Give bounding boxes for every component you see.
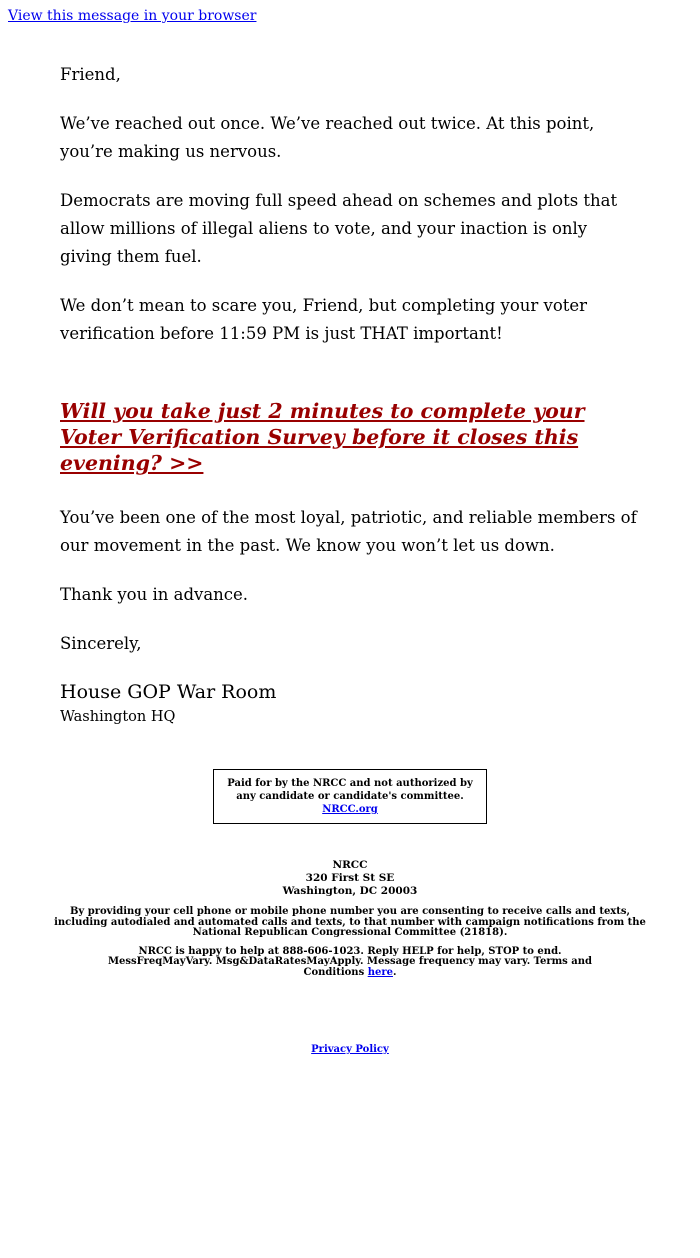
paid-for-disclaimer-box	[213, 769, 487, 824]
signature-location: Washington HQ	[60, 709, 176, 725]
privacy-policy-link[interactable]: Privacy Policy	[311, 1044, 389, 1055]
disclaimer-text: Paid for by the NRCC and not authorized by any candidate or candidate's committee.	[227, 778, 473, 802]
body-paragraph-2: Democrats are moving full speed ahead on schemes and plots that allow millions of illegal aliens to vote, and your inaction is only giving them fuel.	[60, 191, 618, 266]
footer	[0, 859, 700, 1055]
view-in-browser-link[interactable]: View this message in your browser	[8, 8, 257, 24]
sms-help-text-before: NRCC is happy to help at 888-606-1023. Reply HELP for help, STOP to end. MessFreqMayVary. Msg&DataRatesMayApply. Message frequency may vary. Terms and Conditions	[107, 945, 593, 978]
body-paragraph-1: We’ve reached out once. We’ve reached out twice. At this point, you’re making us nervous.	[60, 114, 595, 161]
footer-address-street: 320 First St SE	[305, 872, 395, 884]
cta-paragraph	[60, 399, 640, 477]
terms-and-conditions-link[interactable]: here	[367, 966, 393, 978]
sms-consent-text: By providing your cell phone or mobile phone number you are consenting to receive calls and texts, including autodialed and automated calls and texts, to that number with campaign notifications from the National Republican Congressional Committee (21818).	[54, 906, 646, 938]
body-paragraph-4: You’ve been one of the most loyal, patriotic, and reliable members of our movement in the past. We know you won’t let us down.	[60, 508, 637, 555]
sms-help-text	[89, 947, 611, 979]
voter-verification-survey-link[interactable]: Will you take just 2 minutes to complete your Voter Verification Survey before it closes this evening? >>	[60, 399, 585, 475]
footer-org-name: NRCC	[332, 859, 368, 871]
signature-name: House GOP War Room	[60, 681, 277, 703]
body-paragraph-3: We don’t mean to scare you, Friend, but completing your voter verification before 11:59 PM is just THAT important!	[60, 296, 588, 343]
footer-address-block	[0, 859, 700, 898]
thanks-paragraph: Thank you in advance.	[60, 585, 249, 604]
view-in-browser-row	[0, 0, 700, 25]
privacy-row	[0, 1044, 700, 1055]
greeting-text: Friend,	[60, 65, 121, 84]
signoff-paragraph: Sincerely,	[60, 634, 142, 653]
footer-address-city: Washington, DC 20003	[282, 885, 418, 897]
nrcc-org-link[interactable]: NRCC.org	[322, 804, 378, 815]
email-body	[60, 61, 640, 727]
sms-help-text-after: .	[392, 966, 397, 978]
